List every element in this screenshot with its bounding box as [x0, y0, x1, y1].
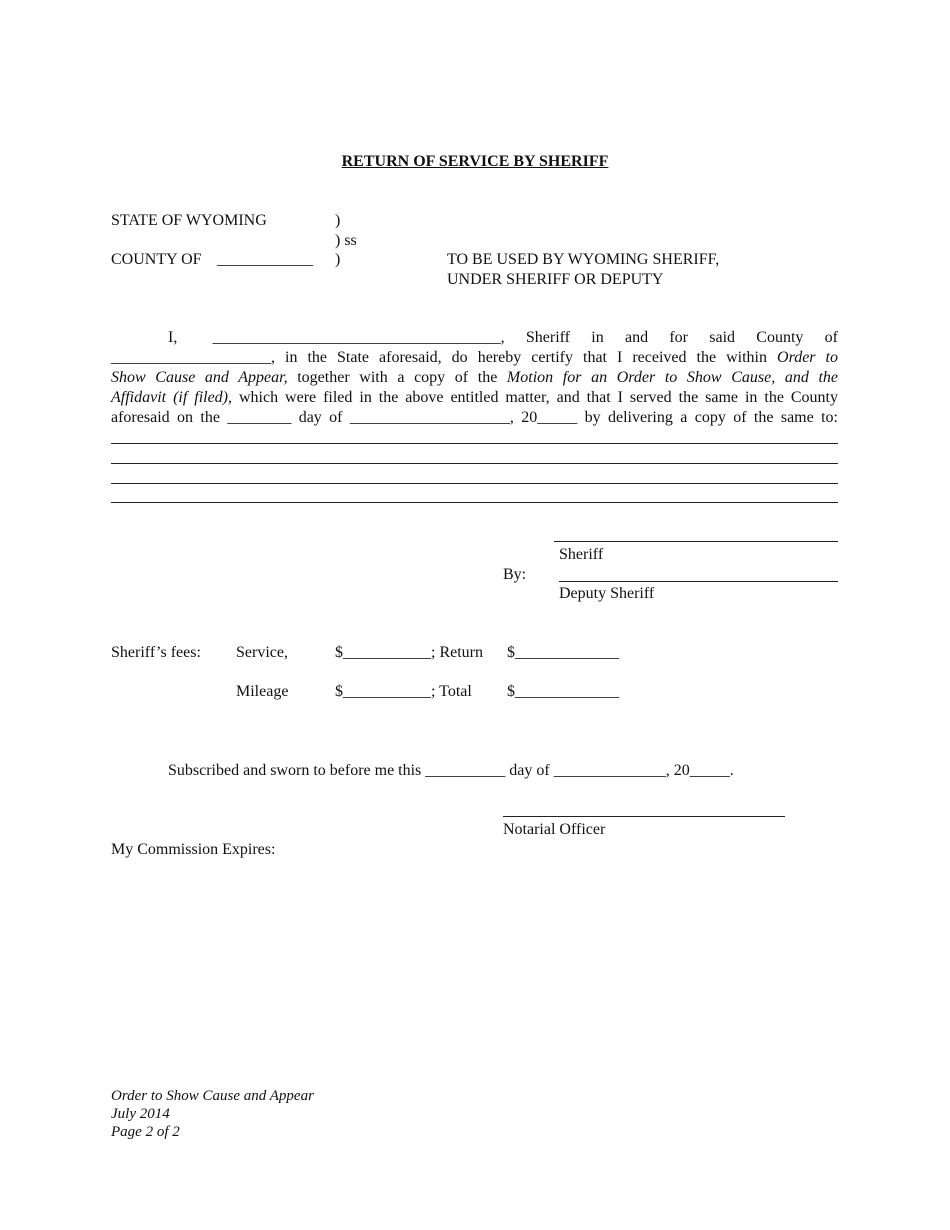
cert-line-2 — [111, 348, 838, 368]
motion-italic: Motion for an Order to Show Cause, and the — [506, 369, 838, 386]
cert-line-5: aforesaid on the ________ day of ____________________, 20_____ by delivering a copy of the same to: — [111, 409, 838, 426]
cert-line-4 — [111, 388, 838, 408]
mileage-fee-field[interactable]: $___________; Total — [335, 683, 472, 700]
service-label: Service, — [236, 644, 288, 661]
county-blank[interactable]: ____________ — [217, 251, 313, 268]
delivery-line-4[interactable] — [111, 502, 838, 503]
footer-date: July 2014 — [111, 1106, 170, 1122]
notice-line-2: UNDER SHERIFF OR DEPUTY — [447, 271, 664, 288]
delivery-line-1[interactable] — [111, 443, 838, 444]
sheriff-label: Sheriff — [559, 546, 604, 563]
state-label: STATE OF WYOMING — [111, 212, 267, 229]
sheriff-signature-line[interactable] — [554, 541, 838, 542]
show-cause-italic: Show Cause and Appear, — [111, 369, 288, 386]
by-label: By: — [503, 566, 527, 583]
document-title: RETURN OF SERVICE BY SHERIFF — [341, 153, 609, 170]
sworn-statement: Subscribed and sworn to before me this __________ day of ______________, 20_____. — [168, 762, 734, 779]
county-label: COUNTY OF — [111, 251, 202, 268]
footer-form-name: Order to Show Cause and Appear — [111, 1088, 314, 1104]
cert-line-1 — [111, 328, 838, 348]
deputy-signature-line[interactable] — [559, 581, 838, 582]
total-fee-field[interactable]: $_____________ — [507, 683, 619, 700]
delivery-line-2[interactable] — [111, 463, 838, 464]
fees-label: Sheriff’s fees: — [111, 644, 201, 661]
affidavit-italic: Affidavit (if filed), — [111, 389, 233, 406]
notary-signature-line[interactable] — [503, 816, 785, 817]
footer-page-number: Page 2 of 2 — [111, 1124, 180, 1140]
deputy-sheriff-label: Deputy Sheriff — [559, 585, 655, 602]
cert-line-3 — [111, 368, 838, 388]
delivery-line-3[interactable] — [111, 483, 838, 484]
cert-line-3-text: together with a copy of the — [297, 369, 498, 386]
mileage-label: Mileage — [236, 683, 289, 700]
certification-paragraph — [111, 328, 838, 428]
sheriff-name-blank[interactable]: ____________________________________, — [212, 329, 505, 346]
cert-i: I, — [168, 329, 178, 346]
service-fee-field[interactable]: $___________; Return — [335, 644, 483, 661]
order-to-italic: Order to — [777, 349, 838, 366]
return-fee-field[interactable]: $_____________ — [507, 644, 619, 661]
commission-expires-label: My Commission Expires: — [111, 841, 276, 858]
notice-line-1: TO BE USED BY WYOMING SHERIFF, — [447, 251, 720, 268]
cert-line-4-text: which were filed in the above entitled matter, and that I served the same in the County — [232, 389, 838, 406]
venue-paren-3: ) — [335, 251, 341, 268]
venue-paren-ss: ) ss — [335, 232, 357, 249]
cert-line-2-text: , in the State aforesaid, do hereby certify that I received the within — [271, 349, 767, 366]
cert-line-1-text: Sheriff in and for said County of — [525, 329, 839, 346]
venue-paren-1: ) — [335, 212, 341, 229]
county-name-blank[interactable]: ____________________ — [111, 349, 271, 366]
notary-label: Notarial Officer — [503, 821, 606, 838]
